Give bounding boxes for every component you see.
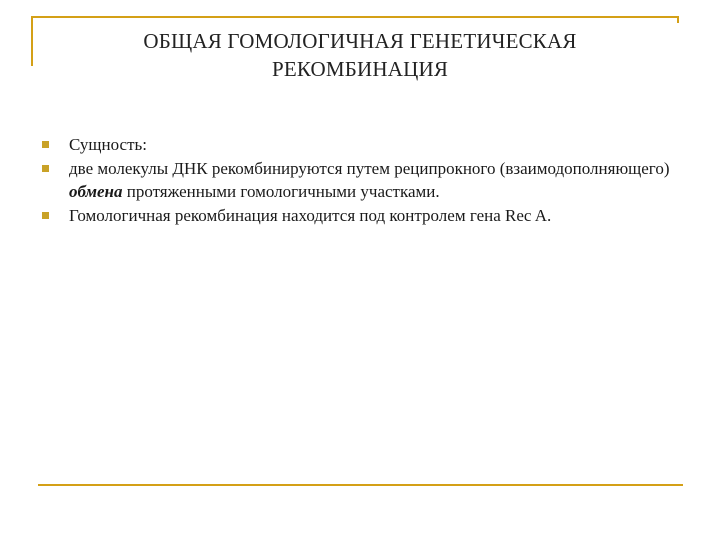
frame-top-line: [31, 16, 679, 18]
list-item-control: [40, 204, 690, 228]
frame-bottom-line: [38, 484, 683, 486]
title-line-1: ОБЩАЯ ГОМОЛОГИЧНАЯ ГЕНЕТИЧЕСКАЯ: [143, 29, 577, 53]
list-item-description: [40, 157, 690, 204]
list-item-essence: [40, 133, 690, 157]
list-item-text: Гомологичная рекомбинация находится под контролем гена Rec A.: [69, 205, 552, 225]
square-bullet-icon: [42, 165, 49, 172]
slide-title: [40, 27, 680, 83]
list-item-emphasis: обмена: [69, 182, 123, 201]
square-bullet-icon: [42, 212, 49, 219]
list-item-text-before: две молекулы ДНК рекомбинируются путем реципрокного (взаимодополняющего): [69, 158, 670, 178]
bullet-list: [40, 133, 690, 227]
frame-left-line: [31, 16, 33, 66]
square-bullet-icon: [42, 141, 49, 148]
list-item-text: Сущность:: [69, 135, 147, 154]
frame-right-line: [677, 16, 679, 23]
title-line-2: РЕКОМБИНАЦИЯ: [271, 57, 449, 81]
list-item-text-after: протяженными гомологичными участками.: [126, 182, 440, 201]
